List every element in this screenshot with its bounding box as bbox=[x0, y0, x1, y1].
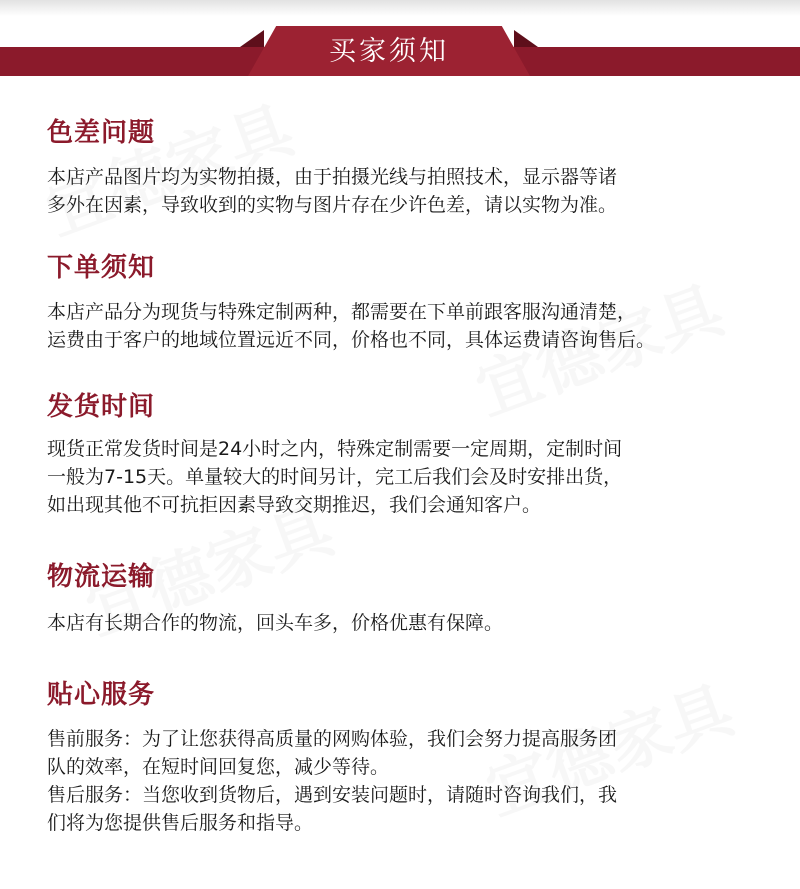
section-paragraph bbox=[47, 609, 777, 637]
section-paragraph bbox=[47, 163, 777, 219]
paragraph-line: 队的效率，在短时间回复您，减少等待。 bbox=[47, 756, 390, 778]
paragraph-line: 多外在因素，导致收到的实物与图片存在少许色差，请以实物为准。 bbox=[47, 194, 618, 216]
paragraph-line: 现货正常发货时间是24小时之内，特殊定制需要一定周期，定制时间 bbox=[47, 438, 623, 460]
section-paragraph bbox=[47, 435, 777, 519]
paragraph-line: 如出现其他不可抗拒因素导致交期推迟，我们会通知客户。 bbox=[47, 494, 542, 516]
paragraph-line: 一般为7-15天。单量较大的时间另计，完工后我们会及时安排出货， bbox=[47, 466, 623, 488]
section-order-notice bbox=[47, 252, 777, 354]
paragraph-line: 本店产品图片均为实物拍摄，由于拍摄光线与拍照技术，显示器等诸 bbox=[47, 166, 618, 188]
section-heading: 发货时间 bbox=[47, 392, 156, 422]
paragraph-line: 本店有长期合作的物流，回头车多，价格优惠有保障。 bbox=[47, 612, 504, 634]
section-heading: 下单须知 bbox=[47, 253, 156, 283]
section-paragraph bbox=[47, 298, 777, 354]
paragraph-line: 售前服务：为了让您获得高质量的网购体验，我们会努力提高服务团 bbox=[47, 728, 618, 750]
section-paragraph bbox=[47, 725, 777, 837]
section-heading: 贴心服务 bbox=[47, 680, 156, 710]
paragraph-line: 售后服务：当您收到货物后，遇到安装问题时，请随时咨询我们，我 bbox=[47, 784, 618, 806]
paragraph-line: 们将为您提供售后服务和指导。 bbox=[47, 812, 314, 834]
paragraph-line: 本店产品分为现货与特殊定制两种，都需要在下单前跟客服沟通清楚， bbox=[47, 301, 637, 323]
section-color-difference bbox=[47, 117, 777, 219]
section-service bbox=[47, 679, 777, 837]
banner-title: 买家须知 bbox=[329, 36, 449, 67]
top-shadow bbox=[0, 0, 800, 16]
section-shipping-time bbox=[47, 391, 777, 519]
section-heading: 物流运输 bbox=[47, 562, 156, 592]
paragraph-line: 运费由于客户的地域位置远近不同，价格也不同，具体运费请咨询售后。 bbox=[47, 329, 656, 351]
section-heading: 色差问题 bbox=[47, 118, 156, 148]
section-logistics bbox=[47, 561, 777, 637]
